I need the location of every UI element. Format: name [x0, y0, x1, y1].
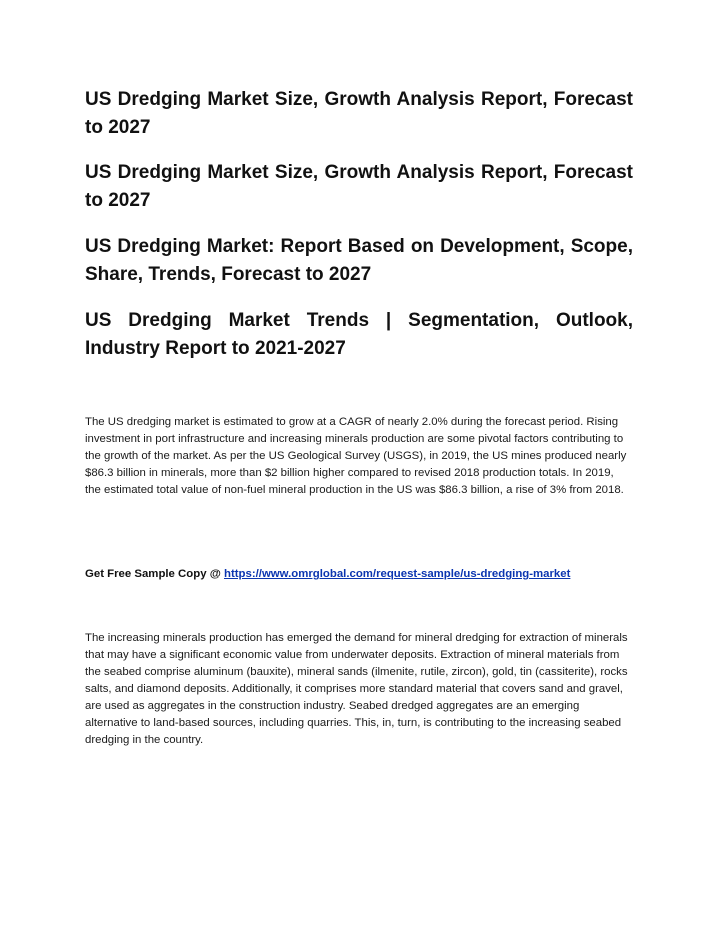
sample-copy-link[interactable]: https://www.omrglobal.com/request-sample/us-dredging-market: [223, 568, 571, 580]
sample-copy-label: Get Free Sample Copy @: [85, 568, 224, 580]
report-title-4: US Dredging Market Trends | Segmentation, Outlook, Industry Report to 2021-2027: [85, 310, 633, 359]
intro-paragraph: The US dredging market is estimated to grow at a CAGR of nearly 2.0% during the forecast period. Rising investment in port infrastructure and increasing minerals production are some pivotal factors contributing to the growth of the market. As per the US Geological Survey (USGS), in 2019, the US mines produced nearly $86.3 billion in minerals, more than $2 billion higher compared to revised 2018 production totals. In 2019, the estimated total value of non-fuel mineral production in the US was $86.3 billion, a rise of 3% from 2018.: [85, 416, 627, 496]
report-title-2: US Dredging Market Size, Growth Analysis Report, Forecast to 2027: [85, 162, 633, 211]
report-title-3: US Dredging Market: Report Based on Development, Scope, Share, Trends, Forecast to 2027: [85, 236, 633, 285]
sample-copy-line: [85, 566, 633, 583]
report-title-1: US Dredging Market Size, Growth Analysis Report, Forecast to 2027: [85, 89, 633, 138]
body-paragraph: The increasing minerals production has emerged the demand for mineral dredging for extraction of minerals that may have a significant economic value from underwater deposits. Extraction of mineral materials from the seabed comprise aluminum (bauxite), mineral sands (ilmenite, rutile, zircon), gold, tin (cassiterite), rocks salts, and diamond deposits. Additionally, it comprises more standard material that covers sand and gravel, are used as aggregates in the construction industry. Seabed dredged aggregates are an emerging alternative to land-based sources, including quarries. This, in, turn, is contributing to the increasing seabed dredging in the country.: [85, 632, 628, 746]
